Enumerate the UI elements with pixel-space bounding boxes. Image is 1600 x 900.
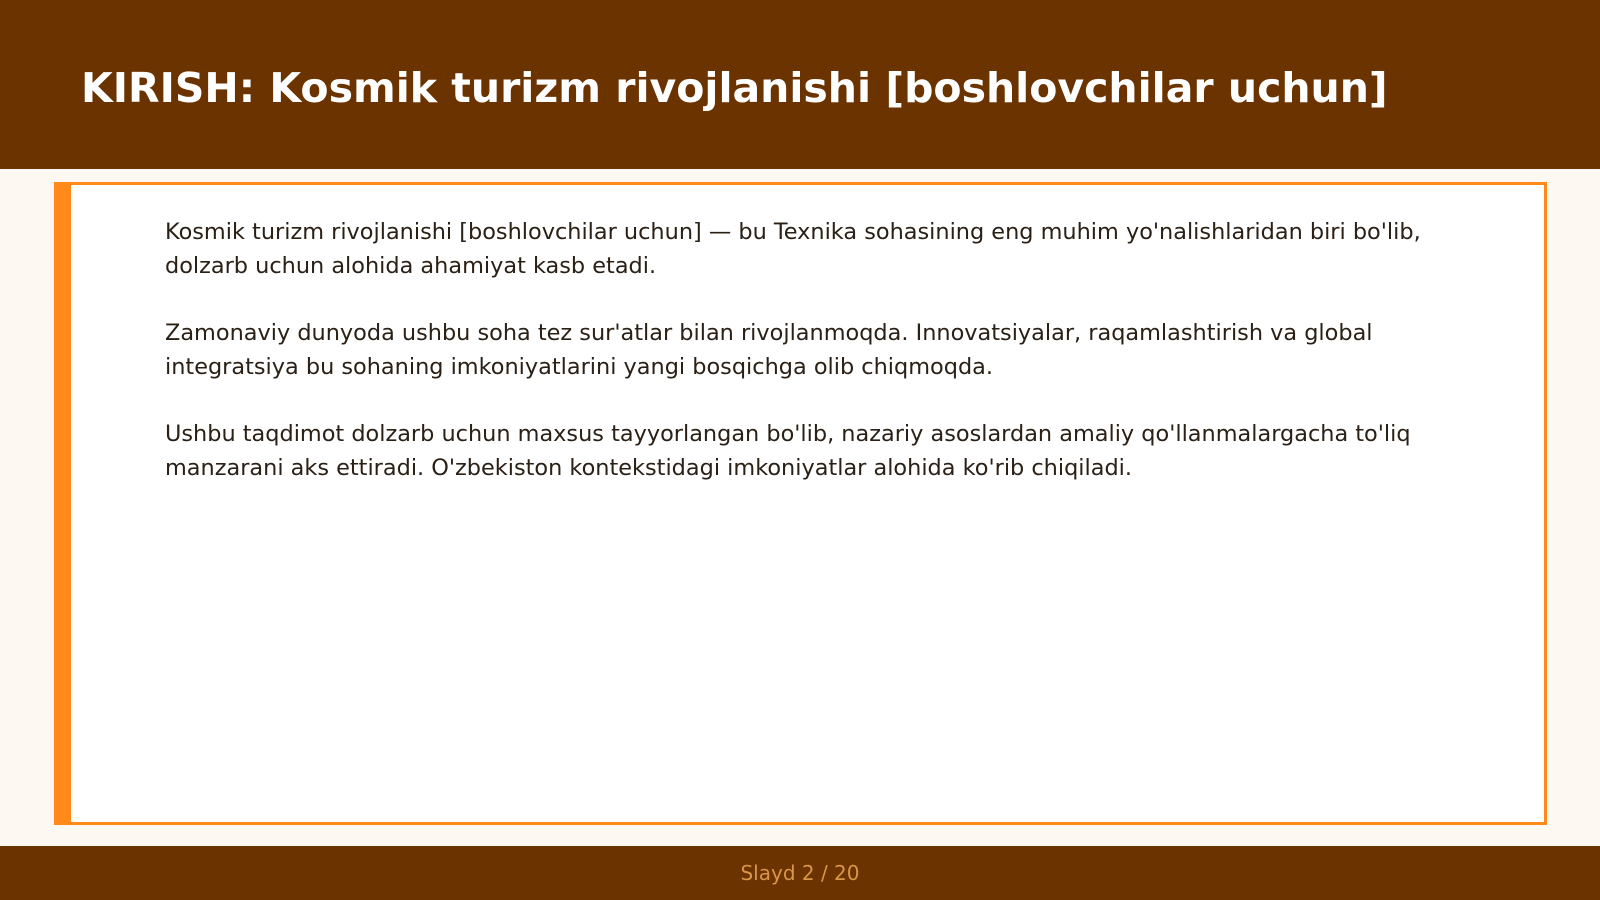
slide-counter: Slayd 2 / 20 [740,861,860,885]
slide-header [0,0,1600,169]
content-body [165,215,1484,518]
slide-title: KIRISH: Kosmik turizm rivojlanishi [boshlovchilar uchun] [81,64,1388,112]
paragraph-modern-world: Zamonaviy dunyoda ushbu soha tez sur'atlar bilan rivojlanmoqda. Innovatsiyalar, raqamlashtirish va global integratsiya bu sohaning imkoniyatlarini yangi bosqichga olib chiqmoqda. [165,320,1373,380]
slide-footer [0,846,1600,900]
content-card [54,182,1547,825]
paragraph-intro: Kosmik turizm rivojlanishi [boshlovchilar uchun] — bu Texnika sohasining eng muhim yo'nalishlaridan biri bo'lib, dolzarb uchun alohida ahamiyat kasb etadi. [165,219,1421,279]
paragraph-presentation: Ushbu taqdimot dolzarb uchun maxsus tayyorlangan bo'lib, nazariy asoslardan amaliy qo'llanmalargacha to'liq manzarani aks ettiradi. O'zbekiston kontekstidagi imkoniyatlar alohida ko'rib chiqiladi. [165,421,1411,481]
